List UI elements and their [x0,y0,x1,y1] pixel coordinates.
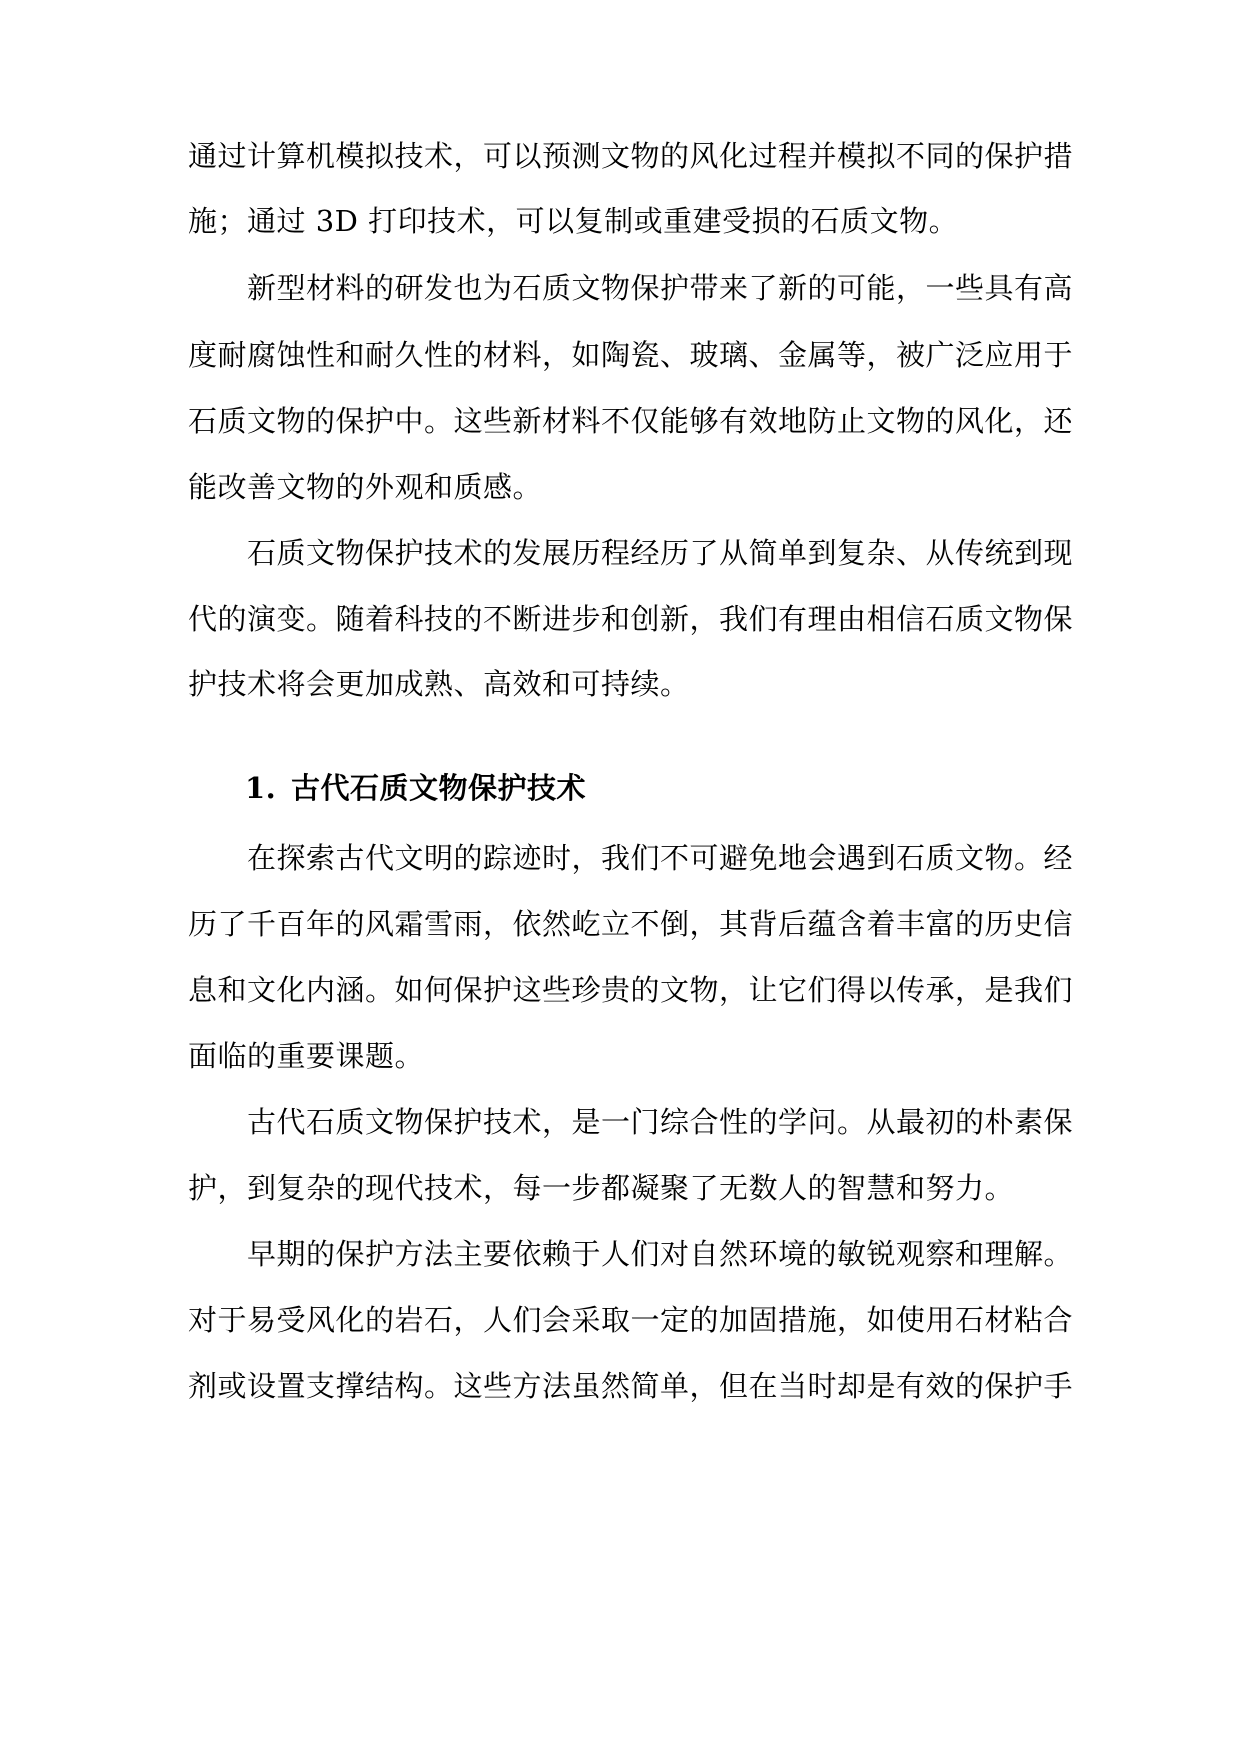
paragraph-line: 施；通过 3D 打印技术，可以复制或重建受损的石质文物。 [188,204,959,238]
section-title: 古代石质文物保护技术 [291,771,587,805]
paragraph-line: 古代石质文物保护技术，是一门综合性的学问。从最初的朴素保 [247,1105,1074,1139]
paragraph-line: 历了千百年的风霜雪雨，依然屹立不倒，其背后蕴含着丰富的历史信 [188,907,1074,941]
paragraph-line: 度耐腐蚀性和耐久性的材料，如陶瓷、玻璃、金属等，被广泛应用于 [188,338,1074,372]
paragraph-line: 早期的保护方法主要依赖于人们对自然环境的敏锐观察和理解。 [247,1237,1074,1271]
paragraph-line: 护，到复杂的现代技术，每一步都凝聚了无数人的智慧和努力。 [188,1171,1015,1205]
paragraph-line: 石质文物保护技术的发展历程经历了从简单到复杂、从传统到现 [247,536,1074,570]
section-heading [245,768,586,808]
paragraph-line: 护技术将会更加成熟、高效和可持续。 [188,667,690,701]
paragraph-line: 剂或设置支撑结构。这些方法虽然简单，但在当时却是有效的保护手 [188,1369,1074,1403]
paragraph-line: 对于易受风化的岩石，人们会采取一定的加固措施，如使用石材粘合 [188,1303,1074,1337]
paragraph-line: 代的演变。随着科技的不断进步和创新，我们有理由相信石质文物保 [188,602,1074,636]
paragraph-line: 新型材料的研发也为石质文物保护带来了新的可能，一些具有高 [247,271,1074,305]
paragraph-line: 息和文化内涵。如何保护这些珍贵的文物，让它们得以传承，是我们 [188,973,1074,1007]
section-number: 1. [245,771,277,805]
paragraph-line: 能改善文物的外观和质感。 [188,470,543,504]
paragraph-line: 面临的重要课题。 [188,1039,425,1073]
paragraph-line: 石质文物的保护中。这些新材料不仅能够有效地防止文物的风化，还 [188,404,1074,438]
paragraph-line: 通过计算机模拟技术，可以预测文物的风化过程并模拟不同的保护措 [188,139,1074,173]
paragraph-line: 在探索古代文明的踪迹时，我们不可避免地会遇到石质文物。经 [247,841,1074,875]
